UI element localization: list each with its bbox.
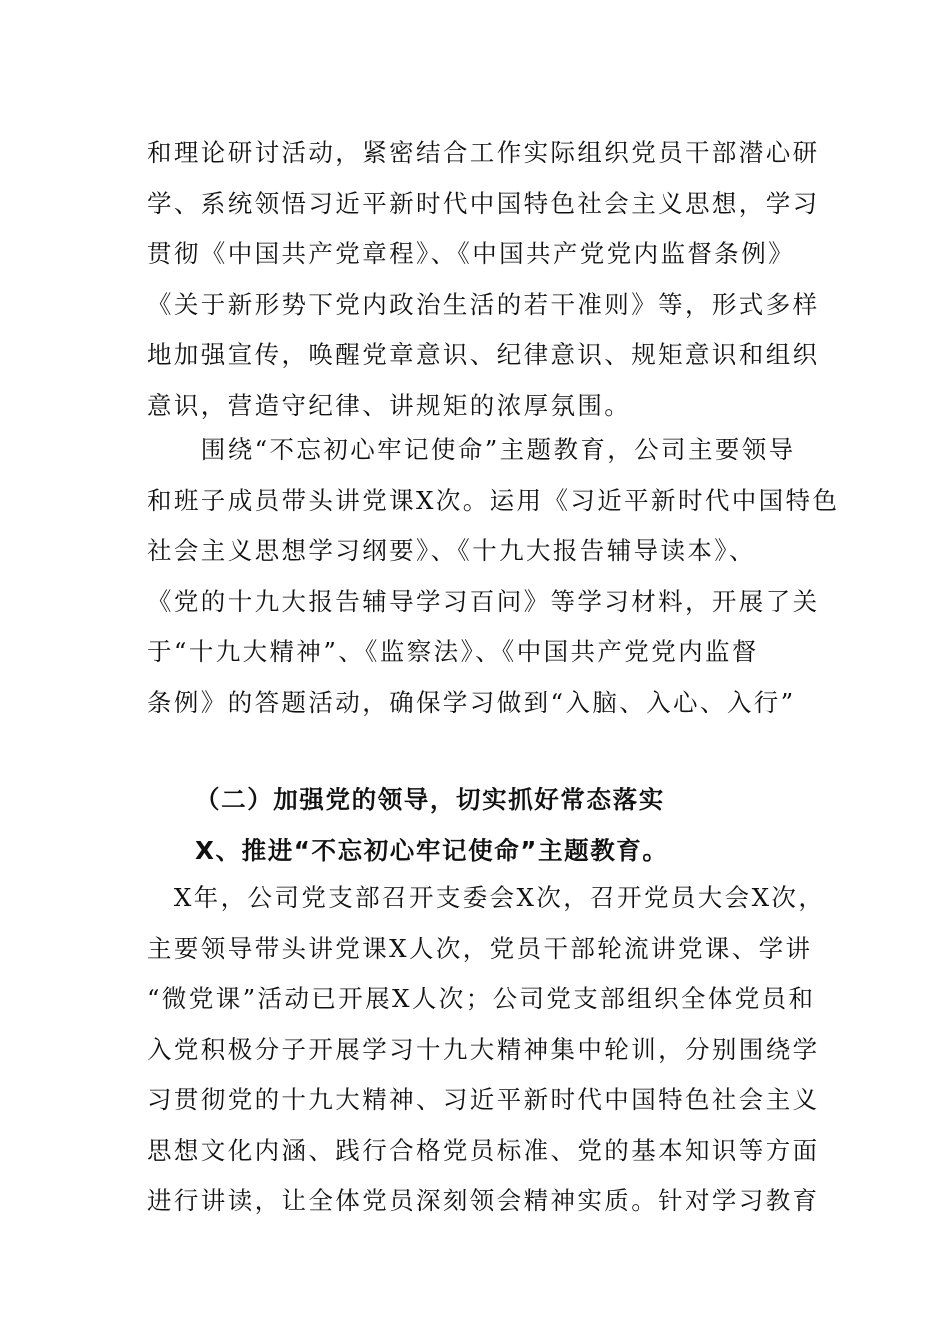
- paragraph-party-branch: [147, 873, 837, 1227]
- paragraph-line: 主要领导带头讲党课X人次，党员干部轮流讲党课、学讲: [147, 933, 813, 963]
- paragraph-line: 围绕“不忘初心牢记使命”主题教育，公司主要领导: [147, 435, 796, 464]
- paragraph-line: 于“十九大精神”、《监察法》、《中国共产党党内监督: [147, 637, 759, 666]
- paragraph-line: 意识，营造守纪律、讲规矩的浓厚氛围。: [147, 390, 632, 420]
- paragraph-line: 地加强宣传，唤醒党章意识、纪律意识、规矩意识和组织: [147, 340, 820, 369]
- section-heading: （二）加强党的领导，切实抓好常态落实: [195, 785, 665, 814]
- paragraph-line: 《党的十九大报告辅导学习百问》等学习材料，开展了关: [147, 586, 820, 616]
- paragraph-line: 《关于新形势下党内政治生活的若干准则》等，形式多样: [147, 289, 820, 319]
- paragraph-line: 社会主义思想学习纲要》、《十九大报告辅导读本》、: [147, 536, 756, 565]
- subsection-heading: X、推进“不忘初心牢记使命”主题教育。: [195, 836, 669, 865]
- paragraph-theme-education: [147, 425, 840, 728]
- paragraph-line: “微党课”活动已开展X人次；公司党支部组织全体党员和: [147, 984, 816, 1013]
- paragraph-line: 和班子成员带头讲党课X次。运用《习近平新时代中国特色: [147, 485, 840, 515]
- paragraph-line: 思想文化内涵、践行合格党员标准、党的基本知识等方面: [147, 1135, 820, 1165]
- paragraph-line: 入党积极分子开展学习十九大精神集中轮训，分别围绕学: [147, 1034, 820, 1064]
- paragraph-theory-study: [147, 128, 837, 431]
- paragraph-line: 条例》的答题活动，确保学习做到“入脑、入心、入行”: [147, 687, 796, 717]
- paragraph-line: X年，公司党支部召开支委会X次，召开党员大会X次，: [147, 883, 826, 912]
- paragraph-line: 学、系统领悟习近平新时代中国特色社会主义思想，学习: [147, 188, 820, 218]
- paragraph-line: 进行讲读，让全体党员深刻领会精神实质。针对学习教育: [147, 1186, 820, 1215]
- paragraph-line: 和理论研讨活动，紧密结合工作实际组织党员干部潜心研: [147, 138, 820, 167]
- paragraph-line: 习贯彻党的十九大精神、习近平新时代中国特色社会主义: [147, 1085, 820, 1114]
- paragraph-line: 贯彻《中国共产党章程》、《中国共产党党内监督条例》: [147, 239, 795, 268]
